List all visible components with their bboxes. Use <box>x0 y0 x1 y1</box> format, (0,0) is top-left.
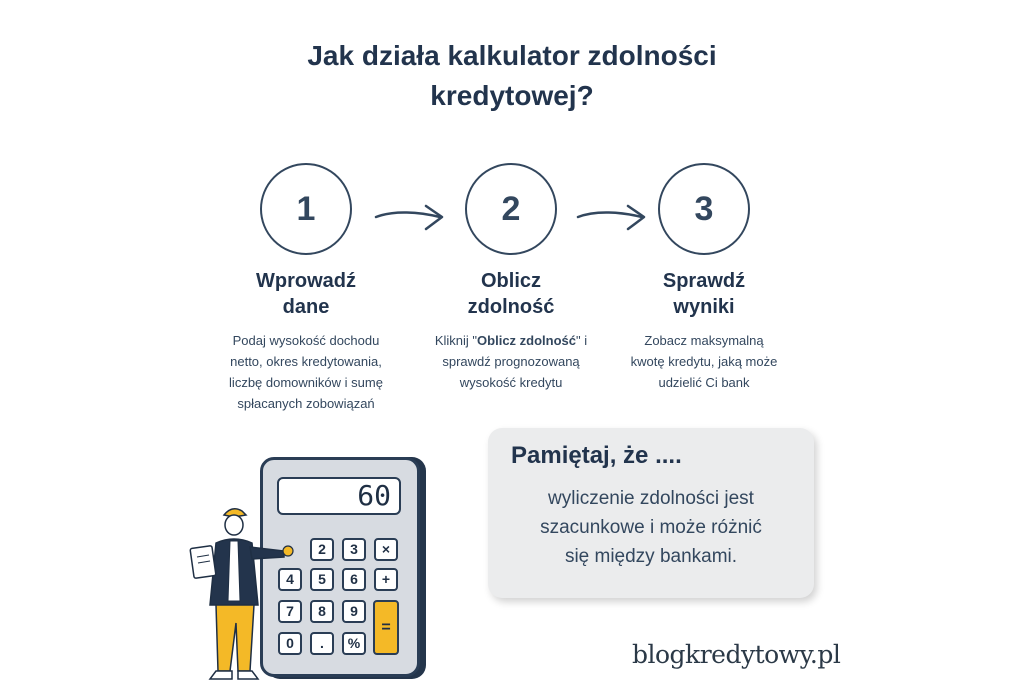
step-title-line: Sprawdź <box>662 270 746 292</box>
reminder-line: wyliczenie zdolności jest <box>548 488 754 509</box>
reminder-line: się między bankami. <box>564 546 738 567</box>
step-title-line: Wprowadź <box>256 270 356 292</box>
desc-text: " i <box>576 333 588 348</box>
step-1-description <box>196 330 416 414</box>
desc-line: wysokość kredytu <box>459 375 563 390</box>
calc-key: 7 <box>278 600 302 623</box>
desc-line: spłacanych zobowiązań <box>237 396 375 411</box>
reminder-title: Pamiętaj, że .... <box>511 442 682 469</box>
calc-equals-key: = <box>373 600 399 655</box>
desc-line: sprawdź prognozowaną <box>442 354 580 369</box>
step-2-number: 2 <box>465 163 557 255</box>
step-title-line: wyniki <box>673 296 735 318</box>
desc-line: netto, okres kredytowania, <box>230 354 382 369</box>
reminder-line: szacunkowe i może różnić <box>540 517 762 538</box>
calculator-display: 60 <box>277 477 401 515</box>
arrow-right-icon <box>576 200 648 234</box>
title-line-2: kredytowej? <box>430 80 594 111</box>
brand-logo: blogkredytowy.pl <box>632 640 841 669</box>
calc-key: 5 <box>310 568 334 591</box>
desc-line: Podaj wysokość dochodu <box>232 333 380 348</box>
step-title-line: Oblicz <box>480 270 541 292</box>
person-illustration <box>188 505 298 683</box>
calc-key: 0 <box>278 632 302 655</box>
title-line-1: Jak działa kalkulator zdolności <box>307 40 717 71</box>
reminder-card <box>488 428 814 598</box>
page-title <box>0 36 1024 116</box>
calc-key: + <box>374 568 398 591</box>
step-1-title <box>206 268 406 320</box>
desc-text: Kliknij " <box>434 333 478 348</box>
desc-line: liczbę domowników i sumę <box>229 375 383 390</box>
desc-line: kwotę kredytu, jaką może <box>630 354 778 369</box>
calc-key: 9 <box>342 600 366 623</box>
calc-key: 2 <box>310 538 334 561</box>
desc-line <box>401 330 621 351</box>
arrow-right-icon <box>374 200 446 234</box>
calc-key: 3 <box>342 538 366 561</box>
step-title-line: zdolność <box>467 296 555 318</box>
step-3-number: 3 <box>658 163 750 255</box>
step-2-title <box>411 268 611 320</box>
step-3-description <box>594 330 814 393</box>
step-3-title <box>604 268 804 320</box>
calc-key: % <box>342 632 366 655</box>
step-2-description <box>401 330 621 393</box>
desc-bold-text: Oblicz zdolność <box>477 333 577 348</box>
step-title-line: dane <box>282 296 330 318</box>
calc-key: 6 <box>342 568 366 591</box>
calc-key: × <box>374 538 398 561</box>
desc-line: udzielić Ci bank <box>658 375 750 390</box>
calc-key: . <box>310 632 334 655</box>
calc-key: 8 <box>310 600 334 623</box>
step-1-number: 1 <box>260 163 352 255</box>
calc-key: 4 <box>278 568 302 591</box>
desc-line: Zobacz maksymalną <box>644 333 764 348</box>
reminder-text <box>488 484 814 571</box>
